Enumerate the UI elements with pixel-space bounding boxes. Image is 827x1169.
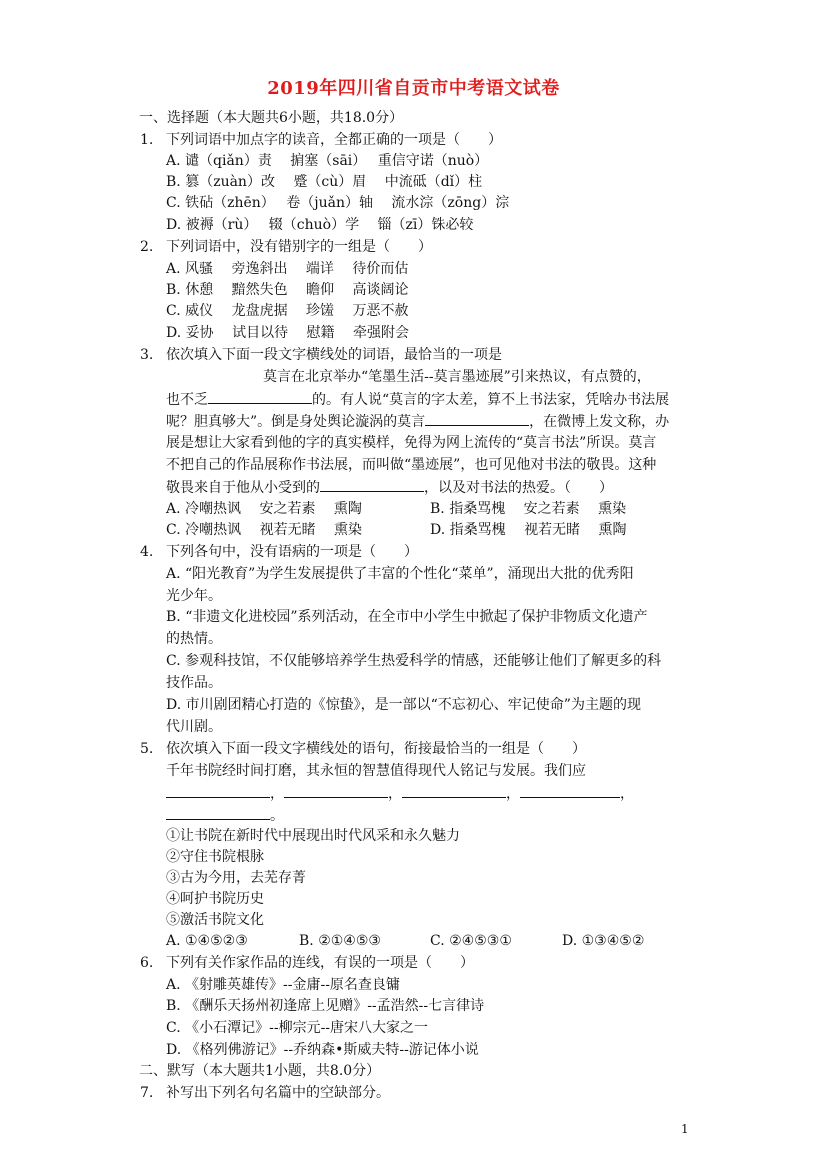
option-b: B. 休憩 黯然失色 瞻仰 高谈阔论 xyxy=(166,282,409,298)
passage-line xyxy=(166,389,669,410)
passage-text: ，在微博上发文称，办 xyxy=(529,414,670,430)
question-number: 5. xyxy=(140,741,154,757)
passage-line xyxy=(166,477,613,498)
option-d: D. 妥协 试目以待 慰籍 牵强附会 xyxy=(166,325,409,341)
option-b-continued: 的热情。 xyxy=(166,631,222,647)
fill-blank xyxy=(208,389,312,404)
option-a-continued: 光少年。 xyxy=(166,588,222,604)
fill-blank xyxy=(520,783,620,798)
section-heading-dictation: 二、默写（本大题共1小题，共8.0分） xyxy=(139,1063,381,1079)
section-heading-choice: 一、选择题（本大题共6小题，共18.0分） xyxy=(139,110,404,126)
option-d-continued: 代川剧。 xyxy=(166,719,222,735)
option-d: D. 指桑骂槐 视若无睹 熏陶 xyxy=(430,522,627,538)
passage-line: 不把自己的作品展称作书法展，而叫做“墨迹展”，也可见他对书法的敬畏。这种 xyxy=(166,457,657,473)
passage-text: ，以及对书法的热爱。（ ） xyxy=(424,480,613,496)
fill-blank xyxy=(166,805,270,820)
question-number: 3. xyxy=(140,347,154,363)
passage-text: 也不乏 xyxy=(166,392,208,408)
statement-item: ⑤激活书院文化 xyxy=(166,912,264,928)
separator: ， xyxy=(270,786,284,802)
separator: ， xyxy=(506,786,520,802)
option-d: D. ①③④⑤② xyxy=(562,933,645,949)
blanks-line xyxy=(166,805,284,826)
option-c: C. 《小石潭记》--柳宗元--唐宋八大家之一 xyxy=(166,1020,429,1036)
option-a: A. 谴（qiǎn）责 掮塞（sāi） 重信守诺（nuò） xyxy=(166,153,489,169)
page-number: 1 xyxy=(681,1122,689,1136)
passage-line xyxy=(166,411,669,432)
question-number: 1. xyxy=(140,132,154,148)
option-d: D. 市川剧团精心打造的《惊蛰》，是一部以“不忘初心、牢记使命”为主题的现 xyxy=(166,697,641,713)
option-c: C. 参观科技馆，不仅能够培养学生热爱科学的情感，还能够让他们了解更多的科 xyxy=(166,653,662,669)
option-c: C. ②④⑤③① xyxy=(430,933,512,949)
exam-title: 2019年四川省自贡市中考语文试卷 xyxy=(267,78,560,99)
passage-text: 敬畏来自于他从小受到的 xyxy=(166,480,320,496)
option-a: A. 风骚 旁逸斜出 端详 待价而估 xyxy=(166,261,409,277)
question-stem: 下列词语中加点字的读音，全都正确的一项是（ ） xyxy=(166,132,502,148)
option-a: A. ①④⑤②③ xyxy=(166,933,248,949)
statement-item: ②守住书院根脉 xyxy=(166,849,264,865)
question-number: 6. xyxy=(140,955,154,971)
fill-blank xyxy=(320,477,424,492)
question-stem: 下列各句中，没有语病的一项是（ ） xyxy=(166,544,418,560)
statement-item: ①让书院在新时代中展现出时代风采和永久魅力 xyxy=(166,828,460,844)
passage-text: 的。有人说“莫言的字太差，算不上书法家，凭啥办书法展 xyxy=(312,392,670,408)
blanks-line xyxy=(166,783,634,804)
question-stem: 下列词语中，没有错别字的一组是（ ） xyxy=(166,239,432,255)
end-mark: 。 xyxy=(270,808,284,824)
question-stem: 依次填入下面一段文字横线处的语句，衔接最恰当的一组是（ ） xyxy=(166,741,586,757)
question-number: 2. xyxy=(140,239,154,255)
question-number: 7. xyxy=(140,1085,154,1101)
passage-line: 莫言在北京举办“笔墨生活--莫言墨迹展”引来热议，有点赞的， xyxy=(263,369,651,385)
option-d: D. 被褥（rù） 辍（chuò）学 锱（zī）铢必较 xyxy=(166,217,474,233)
fill-blank xyxy=(284,783,388,798)
option-c: C. 威仪 龙盘虎据 珍馐 万恶不赦 xyxy=(166,303,409,319)
fill-blank xyxy=(425,411,529,426)
option-d: D. 《格列佛游记》--乔纳森•斯威夫特--游记体小说 xyxy=(166,1042,479,1058)
question-stem: 依次填入下面一段文字横线处的词语，最恰当的一项是 xyxy=(166,347,502,363)
option-c: C. 铁砧（zhēn） 卷（juǎn）轴 流水淙（zōng）淙 xyxy=(166,195,510,211)
question-stem: 补写出下列名句名篇中的空缺部分。 xyxy=(166,1085,390,1101)
question-number: 4. xyxy=(140,544,154,560)
separator: ， xyxy=(388,786,402,802)
option-a: A. “阳光教育”为学生发展提供了丰富的个性化“菜单”，涌现出大批的优秀阳 xyxy=(166,566,634,582)
statement-item: ④呵护书院历史 xyxy=(166,891,264,907)
statement-item: ③古为今用，去芜存菁 xyxy=(166,870,306,886)
option-a: A. 《射雕英雄传》--金庸--原名查良镛 xyxy=(166,977,400,993)
option-a: A. 冷嘲热讽 安之若素 熏陶 xyxy=(166,501,362,517)
option-b: B. “非遗文化进校园”系列活动，在全市中小学生中掀起了保护非物质文化遗产 xyxy=(166,609,648,625)
option-c: C. 冷嘲热讽 视若无睹 熏染 xyxy=(166,522,363,538)
option-b: B. ②①④⑤③ xyxy=(299,933,381,949)
option-b: B. 《酬乐天扬州初逢席上见赠》--孟浩然--七言律诗 xyxy=(166,998,485,1014)
passage-line: 千年书院经时间打磨，其永恒的智慧值得现代人铭记与发展。我们应 xyxy=(166,763,586,779)
fill-blank xyxy=(166,783,270,798)
option-b: B. 篡（zuàn）改 蹙（cù）眉 中流砥（dǐ）柱 xyxy=(166,174,483,190)
option-c-continued: 技作品。 xyxy=(166,675,222,691)
passage-text: 呢？胆真够大”。倒是身处舆论漩涡的莫言 xyxy=(166,414,426,430)
option-b: B. 指桑骂槐 安之若素 熏染 xyxy=(430,501,627,517)
separator: ， xyxy=(620,786,634,802)
passage-line: 展是想让大家看到他的字的真实模样，免得为网上流传的“莫言书法”所误。莫言 xyxy=(166,435,657,451)
fill-blank xyxy=(402,783,506,798)
question-stem: 下列有关作家作品的连线，有误的一项是（ ） xyxy=(166,955,474,971)
